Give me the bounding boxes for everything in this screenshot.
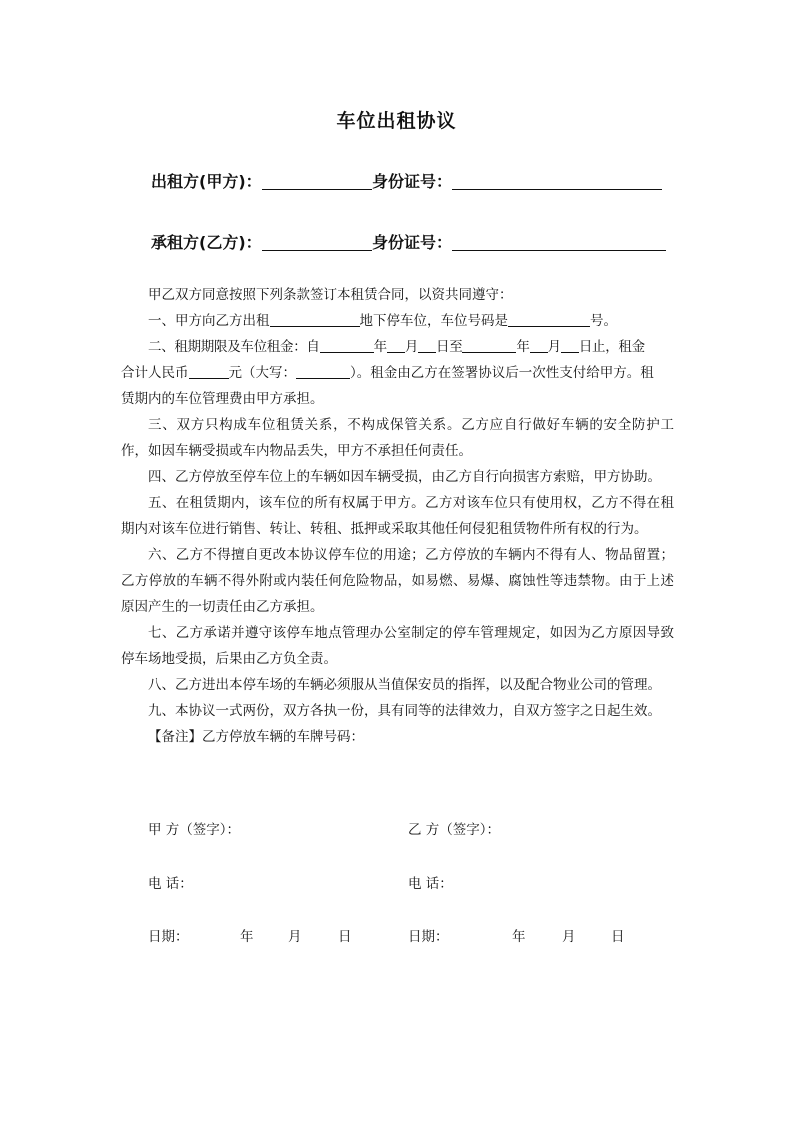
party-b-date-day: 日 xyxy=(611,929,625,945)
clause-3: 三、双方只构成车位租赁关系，不构成保管关系。乙方应自行做好车辆的安全防护工作，如因车辆受损或车内物品丢失，甲方不承担任何责任。 xyxy=(121,417,674,459)
document-title: 车位出租协议 xyxy=(336,110,457,132)
clause-9: 九、本协议一式两份，双方各执一份，具有同等的法律效力，自双方签字之日起生效。 xyxy=(148,703,661,719)
intro-paragraph: 甲乙双方同意按照下列条款签订本租赁合同，以资共同遵守： xyxy=(148,287,513,303)
party-b-phone-label: 电 话： xyxy=(408,876,453,892)
party-a-signature-label: 甲 方（签字）： xyxy=(148,822,241,838)
party-b-signature-label: 乙 方（签字）： xyxy=(408,822,501,838)
start-year-field[interactable] xyxy=(320,338,374,353)
end-month-field[interactable] xyxy=(530,338,548,353)
start-day-field[interactable] xyxy=(418,338,436,353)
lessor-id-field[interactable] xyxy=(452,171,662,190)
clause-4: 四、乙方停放至停车位上的车辆如因车辆受损，由乙方自行向损害方索赔，甲方协助。 xyxy=(148,469,661,485)
end-day-field[interactable] xyxy=(561,338,579,353)
lessee-label: 承租方(乙方)： xyxy=(151,233,262,252)
lessor-id-label: 身份证号： xyxy=(372,172,453,191)
lessor-line xyxy=(151,169,372,192)
lessor-id-line xyxy=(372,169,662,192)
clause-1: 一、甲方向乙方出租 地下停车位，车位号码是 号。 xyxy=(148,313,617,329)
party-a-date-year: 年 xyxy=(240,929,254,945)
lessee-id-field[interactable] xyxy=(452,232,666,251)
lessee-name-field[interactable] xyxy=(262,232,372,251)
lessee-line xyxy=(151,230,372,253)
lessor-label: 出租方(甲方)： xyxy=(151,172,262,191)
party-b-date-year: 年 xyxy=(512,929,526,945)
remark-line: 【备注】乙方停放车辆的车牌号码： xyxy=(148,729,364,745)
clause-2-line-3: 赁期内的车位管理费由甲方承担。 xyxy=(121,391,324,407)
clause-8: 八、乙方进出本停车场的车辆必须服从当值保安员的指挥，以及配合物业公司的管理。 xyxy=(148,677,661,693)
rent-amount-field[interactable] xyxy=(189,364,229,379)
party-a-phone-label: 电 话： xyxy=(148,876,193,892)
party-a-date-month: 月 xyxy=(288,929,302,945)
contract-body xyxy=(121,282,674,750)
lessee-id-line xyxy=(372,230,666,253)
parking-location-field[interactable] xyxy=(270,312,360,327)
party-a-date-label: 日期： xyxy=(148,929,189,945)
clause-7: 七、乙方承诺并遵守该停车地点管理办公室制定的停车管理规定，如因为乙方原因导致停车场地受损，后果由乙方负全责。 xyxy=(121,625,674,667)
parking-number-field[interactable] xyxy=(508,312,590,327)
lessor-name-field[interactable] xyxy=(262,171,372,190)
clause-2-line-2: 合计人民币 元（大写： ）。租金由乙方在签署协议后一次性支付给甲方。租 xyxy=(121,365,654,381)
rent-amount-words-field[interactable] xyxy=(296,364,350,379)
party-b-date-month: 月 xyxy=(562,929,576,945)
party-b-date-label: 日期： xyxy=(408,929,449,945)
lessee-id-label: 身份证号： xyxy=(372,233,453,252)
start-month-field[interactable] xyxy=(387,338,405,353)
party-a-date-day: 日 xyxy=(338,929,352,945)
clause-5: 五、在租赁期内，该车位的所有权属于甲方。乙方对该车位只有使用权，乙方不得在租期内对该车位进行销售、转让、转租、抵押或采取其他任何侵犯租赁物件所有权的行为。 xyxy=(121,495,674,537)
clause-6: 六、乙方不得擅自更改本协议停车位的用途；乙方停放的车辆内不得有人、物品留置；乙方停放的车辆不得外附或内装任何危险物品，如易燃、易爆、腐蚀性等违禁物。由于上述原因产生的一切责任由乙方承担。 xyxy=(121,547,674,615)
clause-2-line-1: 二、租期期限及车位租金：自 年 月 日至 年 月 日止，租金 xyxy=(148,339,645,355)
end-year-field[interactable] xyxy=(462,338,516,353)
